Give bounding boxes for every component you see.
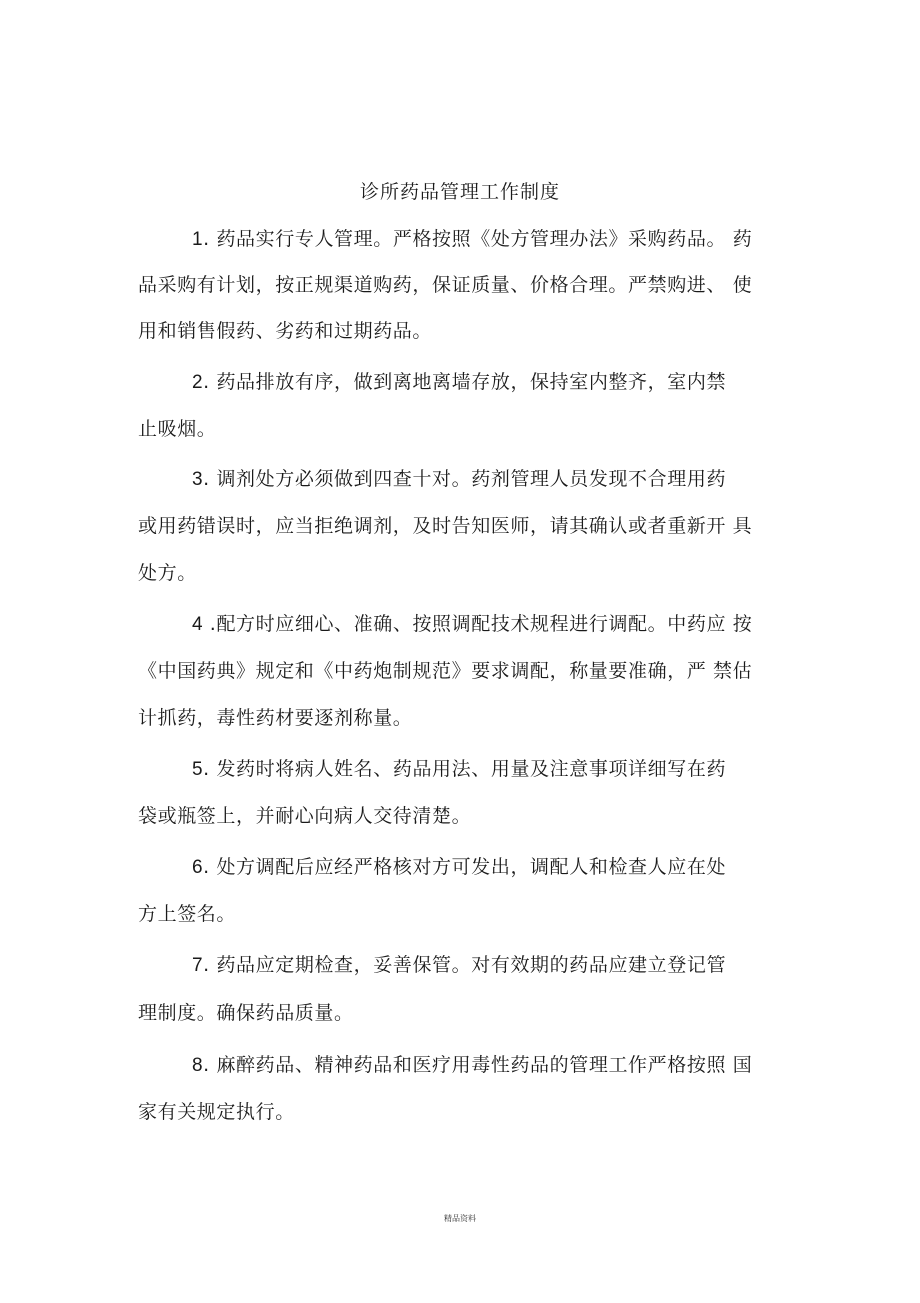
document-title: 诊所药品管理工作制度 — [359, 181, 560, 203]
clause-text: . 药品排放有序，做到离地离墙存放，保持室内整齐，室内禁 — [203, 371, 727, 393]
clause-text: . 药品实行专人管理。严格按照《处方管理办法》采购药品。 药 — [203, 228, 753, 250]
clause-3-line-1 — [192, 465, 726, 494]
clause-4-line-3: 计抓药，毒性药材要逐剂称量。 — [138, 707, 413, 729]
clause-number: 8 — [192, 1055, 204, 1076]
clause-number: 1 — [192, 229, 204, 250]
clause-7-line-1 — [192, 951, 726, 980]
clause-text: . 发药时将病人姓名、药品用法、用量及注意事项详细写在药 — [203, 758, 727, 780]
clause-5-line-1 — [192, 755, 726, 784]
clause-4-line-1 — [192, 610, 752, 639]
clause-number: 5 — [192, 759, 204, 780]
clause-2-line-2: 止吸烟。 — [138, 418, 217, 440]
clause-3-line-3: 处方。 — [138, 562, 197, 584]
clause-number: 6 — [192, 857, 204, 878]
clause-1-line-2: 品采购有计划，按正规渠道购药，保证质量、价格合理。严禁购进、 使 — [138, 274, 753, 296]
clause-1-line-1 — [192, 225, 752, 254]
clause-4-line-2: 《中国药典》规定和《中药炮制规范》要求调配，称量要准确，严 禁估 — [138, 660, 753, 682]
clause-2-line-1 — [192, 368, 726, 397]
clause-8-line-1 — [192, 1051, 752, 1080]
clause-text: .配方时应细心、准确、按照调配技术规程进行调配。中药应 按 — [203, 613, 753, 635]
clause-text: . 麻醉药品、精神药品和医疗用毒性药品的管理工作严格按照 国 — [203, 1054, 753, 1076]
clause-text: . 调剂处方必须做到四查十对。药剂管理人员发现不合理用药 — [203, 468, 727, 490]
clause-8-line-2: 家有关规定执行。 — [138, 1101, 295, 1123]
clause-number: 3 — [192, 469, 204, 490]
clause-text: . 处方调配后应经严格核对方可发出，调配人和检查人应在处 — [203, 856, 727, 878]
page-footer: 精品资料 — [444, 1214, 476, 1223]
clause-text: . 药品应定期检查，妥善保管。对有效期的药品应建立登记管 — [203, 954, 727, 976]
clause-7-line-2: 理制度。确保药品质量。 — [138, 1002, 354, 1024]
clause-6-line-2: 方上签名。 — [138, 903, 237, 925]
clause-1-line-3: 用和销售假药、劣药和过期药品。 — [138, 320, 433, 342]
clause-number: 4 — [192, 614, 204, 635]
clause-3-line-2: 或用药错误时，应当拒绝调剂，及时告知医师，请其确认或者重新开 具 — [138, 515, 753, 537]
clause-number: 7 — [192, 955, 204, 976]
clause-number: 2 — [192, 372, 204, 393]
clause-5-line-2: 袋或瓶签上，并耐心向病人交待清楚。 — [138, 805, 472, 827]
clause-6-line-1 — [192, 853, 726, 882]
